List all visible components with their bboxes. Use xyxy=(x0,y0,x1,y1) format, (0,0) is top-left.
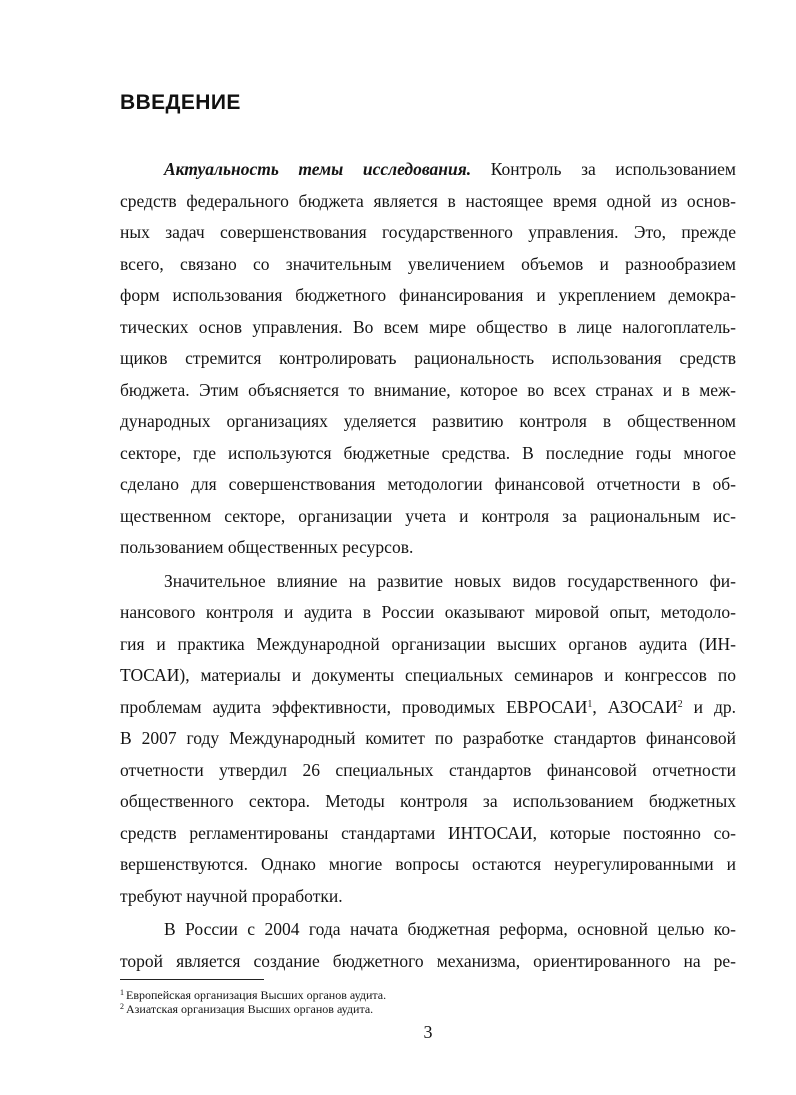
footnote-ref: 1 xyxy=(587,698,593,710)
section-heading: ВВЕДЕНИЕ xyxy=(120,91,241,114)
text-line: форм использования бюджетного финансирования и укреплением демокра- xyxy=(120,285,736,305)
body-text xyxy=(120,154,736,977)
text-line: средств регламентированы стандартами ИНТОСАИ, которые постоянно со- xyxy=(120,822,736,843)
text-line: гия и практика Международной организации высших органов аудита (ИН- xyxy=(120,633,736,654)
text-line: ТОСАИ), материалы и документы специальных семинаров и конгрессов по xyxy=(120,665,736,685)
text-line: Актуальность темы исследования. Контроль за использованием xyxy=(164,159,736,179)
text-line: средств федерального бюджета является в настоящее время одной из основ- xyxy=(120,190,736,211)
footnote: $^2$ Азиатская организация Высших органов аудита. xyxy=(120,1002,374,1016)
footnote-ref: 2 xyxy=(677,698,683,710)
text-line: бюджета. Этим объясняется то внимание, которое во всех странах и в меж- xyxy=(120,379,736,400)
text-line: Значительное влияние на развитие новых видов государственного фи- xyxy=(164,570,736,591)
text-line: щиков стремится контролировать рациональность использования средств xyxy=(120,348,736,368)
text-line: секторе, где используются бюджетные средства. В последние годы многое xyxy=(120,442,736,463)
text-line-with-footnote-refs: проблемам аудита эффективности, проводимых ЕВРОСАИ$^1$, АЗОСАИ$^2$ и др. xyxy=(120,696,736,717)
text-line: ных задач совершенствования государственного управления. Это, прежде xyxy=(120,222,736,242)
paragraph-lead: Актуальность темы исследования. xyxy=(164,159,472,179)
text-line: всего, связано со значительным увеличением объемов и разнообразием xyxy=(120,253,736,274)
text-line: вершенствуются. Однако многие вопросы остаются неурегулированными и xyxy=(120,854,736,874)
text-line: В России с 2004 года начата бюджетная реформа, основной целью ко- xyxy=(164,919,736,939)
text-line: пользованием общественных ресурсов. xyxy=(120,537,414,557)
text-line: В 2007 году Международный комитет по разработке стандартов финансовой xyxy=(120,728,736,748)
text-line: требуют научной проработки. xyxy=(120,885,343,906)
footnote-mark: 1 xyxy=(120,988,124,997)
text-line: торой является создание бюджетного механизма, ориентированного на ре- xyxy=(120,950,736,971)
text-line: общественного сектора. Методы контроля за использованием бюджетных xyxy=(120,791,736,811)
footnotes xyxy=(120,988,740,1016)
page-number: 3 xyxy=(423,1022,433,1042)
text-line: отчетности утвердил 26 специальных стандартов финансовой отчетности xyxy=(120,759,736,780)
text-line: щественном секторе, организации учета и контроля за рациональным ис- xyxy=(120,505,736,526)
footnote-mark: 2 xyxy=(120,1002,124,1011)
footnote: $^1$ Европейская организация Высших органов аудита. xyxy=(120,988,387,1002)
text-line: дународных организациях уделяется развитию контроля в общественном xyxy=(120,411,736,431)
text-line: сделано для совершенствования методологии финансовой отчетности в об- xyxy=(120,474,736,494)
text-line: тических основ управления. Во всем мире общество в лице налогоплатель- xyxy=(120,316,736,337)
text-line: нансового контроля и аудита в России оказывают мировой опыт, методоло- xyxy=(120,602,736,622)
footnote-divider xyxy=(120,979,264,980)
